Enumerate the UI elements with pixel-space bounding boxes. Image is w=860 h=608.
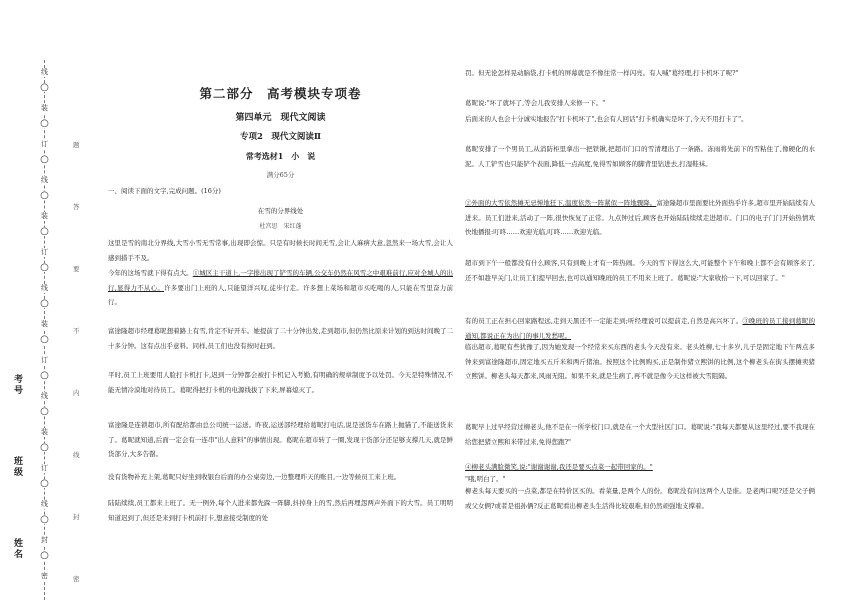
binding-margin	[0, 0, 100, 608]
binding-glyph: 线	[38, 284, 51, 293]
binding-glyph: 线	[38, 500, 51, 509]
binding-circle-icon: ○	[38, 263, 51, 272]
paragraph-text: "哦,明白了。"	[465, 475, 506, 483]
paragraph-text: 后面来的人也会十分诚实地报告"打卡机坏了",也会有人回话"打卡机确实是坏了,今天不用打卡了"。	[465, 115, 748, 123]
binding-glyph: 线	[38, 176, 51, 185]
binding-glyph: 订	[38, 248, 51, 257]
binding-glyph: 装	[38, 428, 51, 437]
passage-paragraph	[465, 314, 815, 343]
unit-title: 第四单元 现代文阅读	[235, 113, 326, 123]
binding-glyph: 订	[38, 356, 51, 365]
right-column	[465, 0, 815, 608]
paragraph-text: 葛昵安排了一个男员工,从消防柜里拿出一把铁锹,把超市门口的雪清理出了一条路。冻雨将先前下的雪粘住了,像硬化的水泥。人工铲雪也只能铲个表面,降低一点高度,免得雪如顾客的脚背里钻进去,打湿鞋袜。	[465, 145, 815, 168]
paragraph-text: 富途隆超市经理葛昵想着路上有雪,肯定不好开车。她提前了二十分钟出发,走到超市,但仍然比原来计划的到达时间晚了二十多分钟。这有点出乎意料。同样,员工们也没有按时赶到。	[108, 327, 453, 350]
binding-circle-icon: ○	[38, 335, 51, 344]
binding-glyph: 装	[38, 104, 51, 113]
inner-glyph: 内	[73, 389, 80, 397]
binding-circle-icon: ○	[38, 155, 51, 164]
underlined-sentence: ②外面的大雪依然摊无忌惮地狂下,温度依然一阵紧似一阵地骤降。	[465, 199, 657, 207]
binding-glyph: 线	[38, 392, 51, 401]
inner-glyph: 不	[73, 327, 80, 335]
paragraph-text: 没有货物补充上架,葛昵只好坐到收银台后面的办公桌旁边,一边整理昨天的账目,一边等候员工来上班。	[108, 473, 401, 481]
score-note: 满分65分	[266, 171, 295, 179]
binding-glyph: 装	[38, 320, 51, 329]
student-field-label: 班级	[14, 457, 24, 478]
binding-circle-icon: ○	[38, 191, 51, 200]
topic-title: 专项2 现代文阅读Ⅱ	[239, 132, 322, 142]
passage-paragraph	[465, 66, 815, 81]
paragraph-text: 有的员工正在担心回家路程远,走到天黑还不一定能走到;听经理说可以提前走,自然是高兴坏了。	[465, 317, 743, 325]
inner-glyph: 封	[73, 513, 80, 521]
passage-paragraph	[108, 236, 453, 265]
binding-circle-icon: ○	[38, 551, 51, 560]
binding-glyph: 密	[38, 572, 51, 581]
inner-glyph: 要	[73, 265, 80, 273]
question-heading: 一、阅读下面的文字,完成问题。(16分)	[108, 187, 221, 195]
binding-circle-icon: ○	[38, 443, 51, 452]
binding-glyph: 装	[38, 212, 51, 221]
passage-paragraph	[465, 196, 815, 240]
binding-glyph: 线	[38, 68, 51, 77]
underlined-sentence: ①城区主干道上,一字排出现了铲雪的车辆,公交车仍然在风雪之中艰难前行,应对全城人的出行,显得力不从心。	[108, 269, 454, 292]
paragraph-text: 今年的这场雪就下得有点大。	[108, 269, 193, 277]
paragraph-text: 富途隆超市里面要比外面热乎许多,超市里开始陆续有人进来。员工们进来,活动了一阵,很快恢复了正常。九点钟过后,顾客也开始陆陆续续走进超市。门口的电子门门开始热情欢快地播报:叮咚……欢迎光临,叮咚……欢迎光临。	[465, 199, 815, 236]
binding-glyph: 封	[38, 536, 51, 545]
part-title: 第二部分 高考模块专项卷	[199, 86, 362, 101]
binding-circle-icon: ○	[38, 119, 51, 128]
passage-paragraph	[465, 420, 815, 449]
left-column	[108, 0, 453, 608]
paragraph-text: 临出超市,葛昵有些犹豫了,因为她发现一个经常来买东西的老头今天没有来。老头姓柳,七十多岁,儿子是固定地下午两点多钟来到富途隆超市,固定地买五斤米和两斤猪油。按照这个比例购买,正是制作猪立熙饼的比例,这个柳老头在街头摆摊卖猪立熙饼。柳老头每天都来,风雨无阻。如果不来,就是生病了,再不就是像今天这样被大雪阻隔。	[465, 343, 815, 380]
passage-paragraph	[108, 418, 453, 462]
paragraph-text: 柳老头每天要买的一点菜,都是在特价区买的。看菜量,是两个人的份。葛昵没有问这两个人是谁。是老两口呢?还是父子俩或父女俩?或者是祖孙俩?反正葛昵看出柳老头生活得比较艰难,但仍然顽强地支撑着。	[465, 487, 815, 510]
underlined-sentence: ③晚班的员工接到葛昵的通知,都说正在为出门的事儿发愁呢。	[465, 317, 816, 340]
inner-glyph: 题	[73, 141, 80, 149]
passage-paragraph	[108, 324, 453, 353]
passage-title: 在雪的分界线处	[257, 207, 304, 215]
passage-paragraph	[465, 256, 815, 285]
binding-circle-icon: ○	[38, 515, 51, 524]
paragraph-text: 超市到下午一般都没有什么顾客,只有到晚上才有一阵热闹。今天的雪下得这么大,可能整个下午和晚上都不会有顾客来了,还不如趁早关门,让员工们提早回去,也可以通知晚班的员工不用来上班了。葛昵说:"大家收拾一下,可以回家了。"	[465, 259, 815, 282]
inner-glyph: 密	[73, 575, 80, 583]
paragraph-text: 许多要出门上班的人,只能望洋兴叹,徒步行走。许多想上菜场和超市买吃喝的人,只能在雪里奋力前行。	[108, 283, 453, 306]
set-title: 常考选材1 小 说	[245, 151, 316, 161]
passage-paragraph	[465, 112, 815, 127]
paragraph-text: 平时,员工上班要用人脸打卡机打卡,迟到一分钟都会被打卡机记入考勤,有明确的规章制度予以处罚。今天是特殊情况,不能无情冷漠地对待员工。葛昵得把打卡机的电源线拔了下来,屏幕熄灭了。	[108, 371, 453, 394]
binding-circle-icon: ○	[38, 479, 51, 488]
binding-circle-icon: ○	[38, 407, 51, 416]
paragraph-text: 富途隆是连锁超市,所有配给都由总公司统一运送。昨夜,运送部经理给葛昵打电话,说是送货车在路上抛锚了,不能送货来了。葛昵就知道,后面一定会有一连串"出人意料"的事情出现。葛昵在超市转了一圈,发现干货部分还足够支撑几天,就是鲜货部分,大多告罄。	[108, 421, 453, 458]
inner-glyph: 答	[73, 203, 80, 211]
student-field-label: 考号	[14, 375, 24, 396]
paragraph-text: 陆陆续续,员工都来上班了。无一例外,每个人进来都先跺一阵脚,抖掉身上的雪,然后再埋怨两声外面下的大雪。员工明明知道迟到了,但还是来到打卡机前打卡,想意接受制度的处	[108, 499, 453, 522]
binding-circle-icon: ○	[38, 371, 51, 380]
student-field-label: 姓名	[14, 539, 24, 560]
binding-circle-icon: ○	[38, 83, 51, 92]
binding-glyph: 订	[38, 464, 51, 473]
passage-paragraph	[108, 368, 453, 397]
passage-paragraph	[108, 470, 453, 485]
underlined-sentence: ④柳老头满脸微笑,说:"谢谢谢谢,我还是要买点菜一起带回家的。"	[465, 463, 653, 471]
passage-paragraph	[108, 266, 453, 310]
paragraph-text: 这里是雪的南北分界线,大雪小雪无雪常事,出现即会惊。只是有时候长时间无雪,会让人麻痹大意,忽然来一场大雪,会让人感到措手不及。	[108, 239, 453, 262]
paragraph-text: 葛昵说:"坏了就坏了,等会儿我安排人来修一下。"	[465, 99, 606, 107]
passage-paragraph	[465, 340, 815, 384]
paragraph-text: 葛昵早上过早经营过柳老头,他不是在一所学校门口,就是在一个大型社区门口。葛昵说:"我每天都要从这里经过,要不我现在给您把猪立熙和米带过来,免得您跑?"	[465, 423, 815, 446]
binding-glyph: 订	[38, 140, 51, 149]
passage-paragraph	[465, 96, 815, 111]
passage-paragraph	[108, 496, 453, 525]
paragraph-text: 罚。但无论怎样晃动脑袋,打卡机的屏幕就是不像往常一样闪亮。有人喊"葛经理,打卡机坏了呢?"	[465, 69, 739, 77]
binding-circle-icon: ○	[38, 299, 51, 308]
binding-circle-icon: ○	[38, 227, 51, 236]
passage-author: 杜宫思 宋红蓬	[259, 223, 302, 230]
inner-glyph: 线	[73, 451, 80, 459]
passage-paragraph	[465, 142, 815, 171]
passage-paragraph	[465, 484, 815, 513]
